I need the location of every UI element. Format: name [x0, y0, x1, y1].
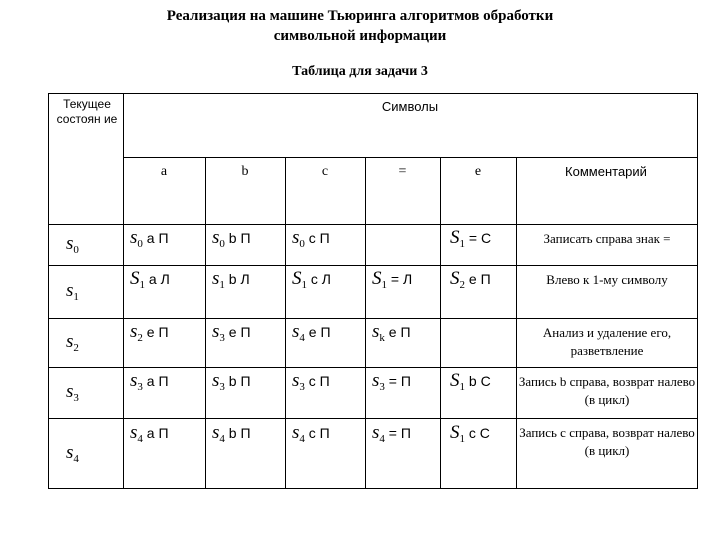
row-state: $s_4$ — [66, 441, 79, 465]
row-comment: Анализ и удаление его, разветвление — [542, 325, 672, 358]
transition-cell: $s_1$ b Л — [212, 268, 250, 291]
row-comment: Записать справа знак = — [543, 231, 671, 246]
row-comment: Запись b справа, возврат налево (в цикл) — [518, 374, 696, 407]
transition-cell: $s_4 = П$ — [372, 422, 411, 445]
transition-cell: $s_0$ c П — [292, 227, 330, 250]
transition-cell: $S_2$ e П — [450, 268, 491, 291]
transition-cell: $s_4$ a П — [130, 422, 169, 445]
transition-cell: $s_3 = П$ — [372, 370, 411, 393]
transition-cell: $s_2$ e П — [130, 321, 169, 344]
transition-cell: $s_3$ a П — [130, 370, 169, 393]
row-state: $s_3$ — [66, 380, 79, 404]
transition-cell: $s_0$ a П — [130, 227, 169, 250]
column-header-e: e — [474, 164, 482, 179]
row-comment: Влево к 1-му символу — [546, 272, 668, 287]
table-caption: Таблица для задачи 3 — [292, 64, 428, 79]
column-header-b: b — [241, 164, 249, 179]
row-state: $s_0$ — [66, 232, 79, 256]
grid-line — [48, 418, 698, 419]
transition-cell: $S_1$ b С — [450, 370, 491, 393]
grid-line — [48, 367, 698, 368]
grid-line — [285, 157, 286, 489]
grid-line — [440, 157, 441, 489]
transition-cell: $S_1$ a Л — [130, 268, 170, 291]
grid-line — [123, 93, 124, 489]
transition-cell: $s_4$ e П — [292, 321, 331, 344]
column-header-comment: Комментарий — [565, 164, 647, 179]
column-header-a: a — [160, 164, 168, 179]
page-title-line1: Реализация на машине Тьюринга алгоритмов обработки — [166, 8, 554, 24]
page-title-line2: символьной информации — [273, 28, 447, 44]
row-state: $s_1$ — [66, 279, 79, 303]
row-comment: Запись c справа, возврат налево (в цикл) — [519, 425, 695, 458]
transition-cell: $s_3$ c П — [292, 370, 330, 393]
grid-line — [205, 157, 206, 489]
transition-cell: $s_4$ b П — [212, 422, 251, 445]
column-header-equals: = — [398, 164, 407, 179]
transition-cell: $S_1$ c С — [450, 422, 490, 445]
header-current-state: Текущее состоян ие — [56, 97, 118, 126]
transition-cell: $s_0$ b П — [212, 227, 251, 250]
grid-line — [123, 157, 698, 158]
grid-line — [48, 224, 698, 225]
transition-cell: $s_k$ e П — [372, 321, 411, 344]
transition-cell: $S_1 = С$ — [450, 227, 492, 250]
header-symbols: Символы — [381, 99, 439, 114]
column-header-c: c — [321, 164, 329, 179]
grid-line — [48, 318, 698, 319]
row-state: $s_2$ — [66, 330, 79, 354]
grid-line — [48, 265, 698, 266]
transition-cell: $s_3$ e П — [212, 321, 251, 344]
transition-cell: $S_1 = Л$ — [372, 268, 413, 291]
grid-line — [516, 157, 517, 489]
transition-cell: $s_3$ b П — [212, 370, 251, 393]
grid-line — [365, 157, 366, 489]
transition-cell: $S_1$ c Л — [292, 268, 331, 291]
transition-cell: $s_4$ c П — [292, 422, 330, 445]
